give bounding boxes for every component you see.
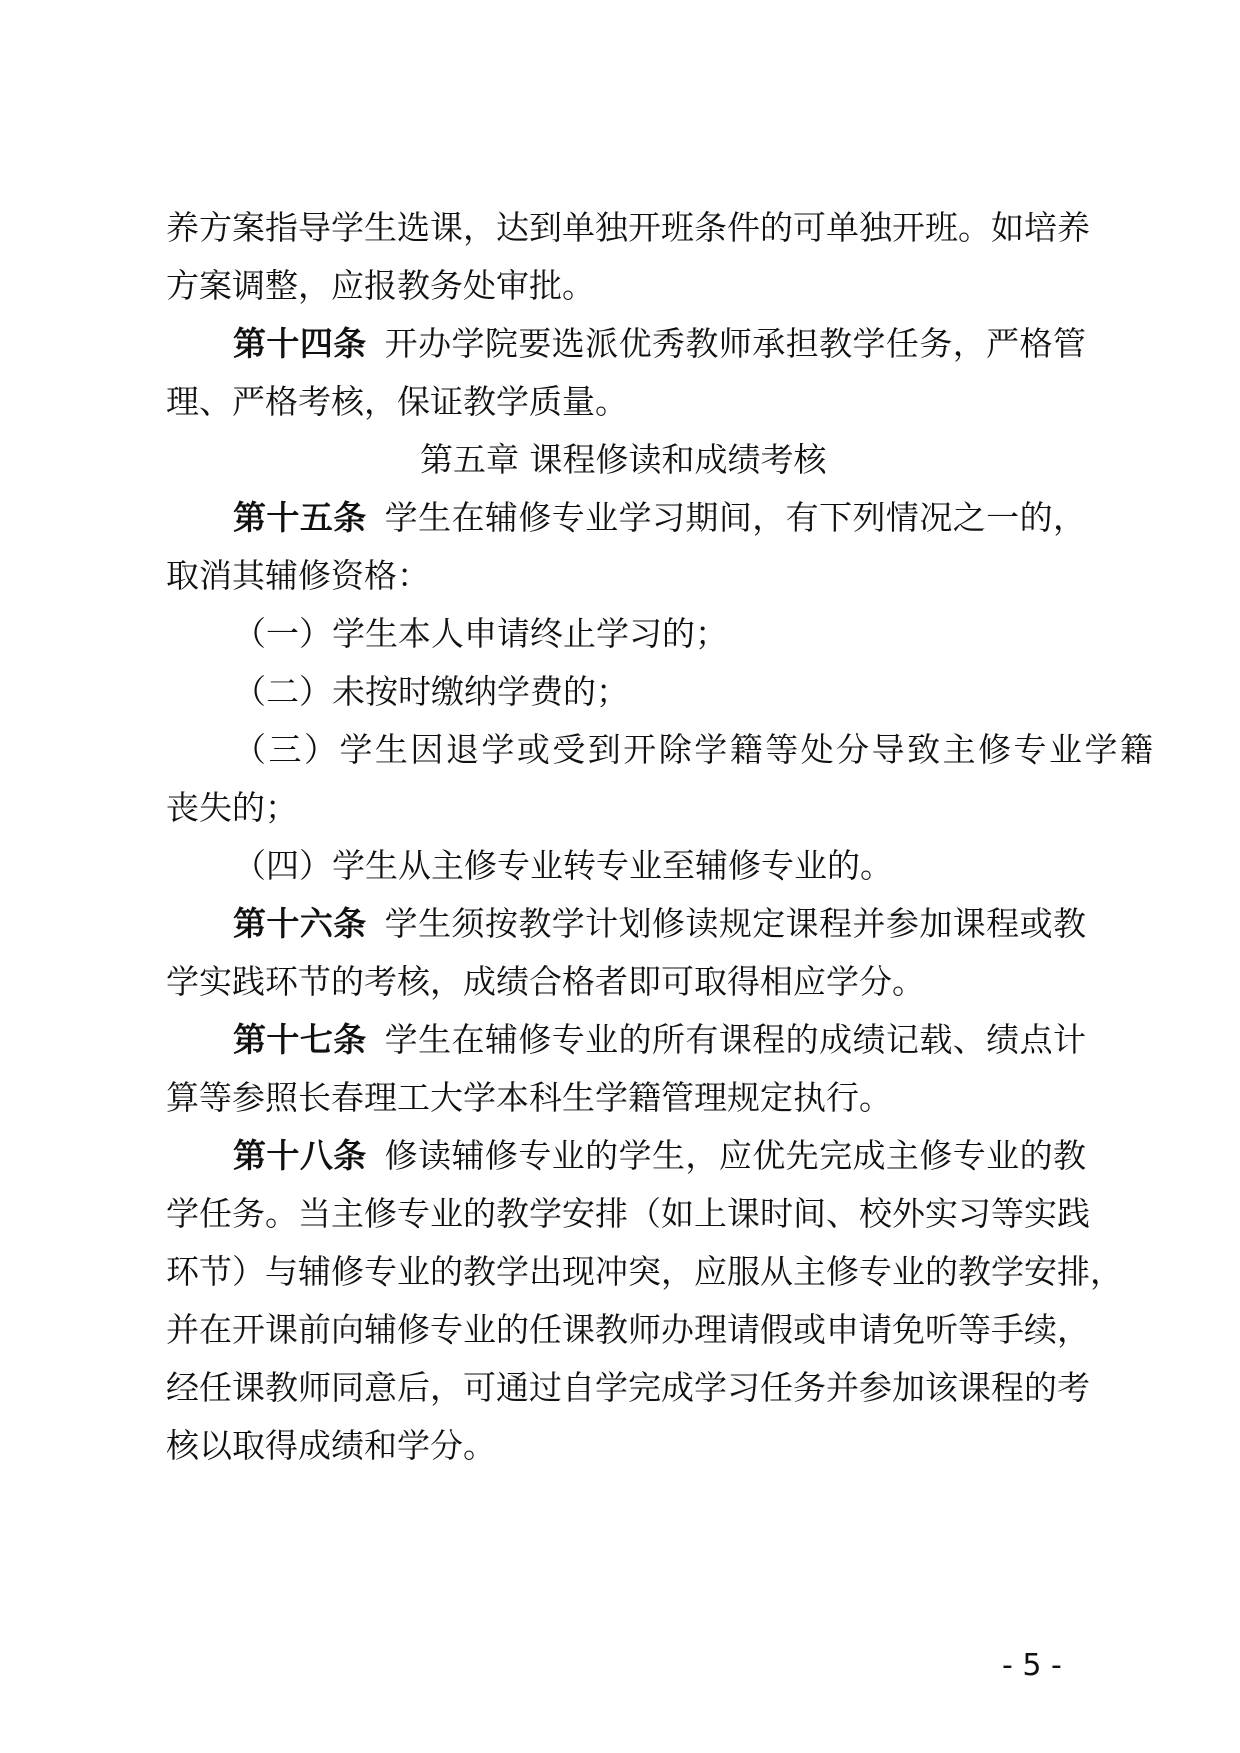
article-label: 第十六条 <box>233 904 367 943</box>
article-17 <box>233 1020 1086 1060</box>
text-line: 算等参照长春理工大学本科生学籍管理规定执行。 <box>166 1078 892 1117</box>
article-text: 开办学院要选派优秀教师承担教学任务，严格管 <box>384 324 1087 363</box>
article-label: 第十四条 <box>233 324 367 363</box>
article-label: 第十五条 <box>233 498 367 537</box>
list-item: （二）未按时缴纳学费的； <box>233 672 629 711</box>
article-text: 学生在辅修专业学习期间，有下列情况之一的， <box>384 498 1087 537</box>
text-line: 学任务。当主修专业的教学安排（如上课时间、校外实习等实践 <box>166 1194 1090 1233</box>
text-line: 理、严格考核，保证教学质量。 <box>166 382 628 421</box>
text-line: 并在开课前向辅修专业的任课教师办理请假或申请免听等手续， <box>166 1310 1090 1349</box>
article-text: 学生须按教学计划修读规定课程并参加课程或教 <box>384 904 1087 943</box>
article-text: 修读辅修专业的学生，应优先完成主修专业的教 <box>384 1136 1087 1175</box>
text-line: 取消其辅修资格： <box>166 556 430 595</box>
text-line: 核以取得成绩和学分。 <box>166 1426 496 1465</box>
article-15 <box>233 498 1086 538</box>
page-number: - 5 - <box>1002 1648 1062 1683</box>
list-item: （四）学生从主修专业转专业至辅修专业的。 <box>233 846 893 885</box>
article-label: 第十七条 <box>233 1020 367 1059</box>
list-item: （一）学生本人申请终止学习的； <box>233 614 728 653</box>
text-line: 丧失的； <box>166 788 298 827</box>
text-line: 经任课教师同意后，可通过自学完成学习任务并参加该课程的考 <box>166 1368 1090 1407</box>
text-line: 方案调整，应报教务处审批。 <box>166 266 595 305</box>
article-18 <box>233 1136 1086 1176</box>
article-text: 学生在辅修专业的所有课程的成绩记载、绩点计 <box>384 1020 1087 1059</box>
article-label: 第十八条 <box>233 1136 367 1175</box>
text-line: 学实践环节的考核，成绩合格者即可取得相应学分。 <box>166 962 925 1001</box>
list-item: （三）学生因退学或受到开除学籍等处分导致主修专业学籍 <box>233 730 1153 769</box>
text-line: 养方案指导学生选课，达到单独开班条件的可单独开班。如培养 <box>166 208 1090 247</box>
chapter-heading: 第五章 课程修读和成绩考核 <box>420 440 827 479</box>
article-14 <box>233 324 1086 364</box>
text-line: 环节）与辅修专业的教学出现冲突，应服从主修专业的教学安排， <box>166 1252 1123 1291</box>
article-16 <box>233 904 1086 944</box>
